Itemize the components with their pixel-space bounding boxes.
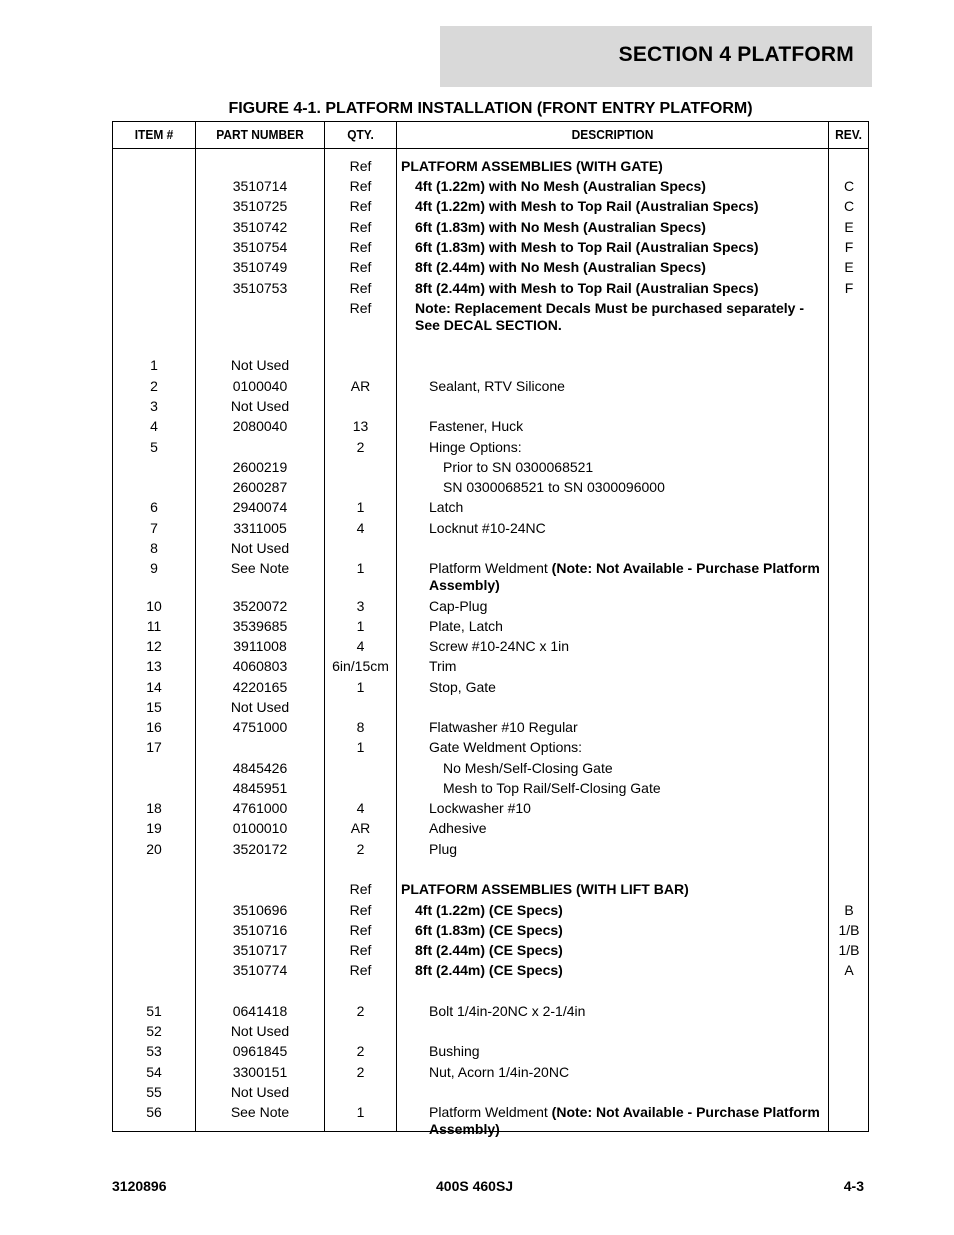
part-number: 0100010 bbox=[232, 820, 288, 836]
quantity: 13 bbox=[352, 418, 369, 434]
part-number: 3510717 bbox=[232, 942, 288, 958]
header-divider bbox=[113, 148, 868, 149]
quantity: 2 bbox=[356, 1003, 365, 1019]
description-text: Stop, Gate bbox=[429, 679, 496, 695]
description-text: SN 0300068521 to SN 0300096000 bbox=[443, 479, 665, 495]
quantity: Ref bbox=[349, 300, 372, 316]
section-title: SECTION 4 PLATFORM bbox=[618, 43, 854, 66]
quantity: 4 bbox=[356, 638, 365, 654]
description bbox=[443, 479, 821, 496]
description-text: 8ft (2.44m) (CE Specs) bbox=[415, 962, 563, 978]
quantity: 1 bbox=[356, 739, 365, 755]
column-divider bbox=[396, 122, 397, 1131]
part-number: 3510725 bbox=[232, 198, 288, 214]
item-number: 52 bbox=[146, 1023, 162, 1039]
revision: E bbox=[844, 259, 854, 275]
description bbox=[429, 598, 821, 615]
part-number: 4845426 bbox=[232, 760, 288, 776]
quantity: Ref bbox=[349, 962, 372, 978]
quantity: Ref bbox=[349, 280, 372, 296]
description bbox=[415, 280, 821, 297]
description-text: Lockwasher #10 bbox=[429, 800, 531, 816]
description-text: PLATFORM ASSEMBLIES (WITH GATE) bbox=[401, 158, 663, 174]
doc-number: 3120896 bbox=[112, 1178, 167, 1194]
header-part-number: PART NUMBER bbox=[216, 127, 304, 142]
header-qty: QTY. bbox=[347, 127, 374, 142]
page-number: 4-3 bbox=[843, 1178, 864, 1194]
description-text: 6ft (1.83m) with No Mesh (Australian Specs) bbox=[415, 219, 706, 235]
item-number: 4 bbox=[150, 418, 158, 434]
description bbox=[429, 1043, 821, 1060]
quantity: Ref bbox=[349, 158, 372, 174]
part-number: 3510742 bbox=[232, 219, 288, 235]
description-note: (Note: Not Available - Purchase Platform Assembly) bbox=[429, 1104, 820, 1137]
part-number: 4220165 bbox=[232, 679, 288, 695]
part-number: 3510696 bbox=[232, 902, 288, 918]
description bbox=[429, 499, 821, 516]
description-text: 6ft (1.83m) with Mesh to Top Rail (Australian Specs) bbox=[415, 239, 759, 255]
description-text: Note: Replacement Decals Must be purchased separately - See DECAL SECTION. bbox=[415, 300, 805, 333]
item-number: 3 bbox=[150, 398, 158, 414]
quantity: 6in/15cm bbox=[332, 658, 389, 674]
quantity: 1 bbox=[356, 618, 365, 634]
description bbox=[415, 178, 821, 195]
description-text: Gate Weldment Options: bbox=[429, 739, 583, 755]
description bbox=[415, 239, 821, 256]
description bbox=[429, 1064, 821, 1081]
description bbox=[429, 1104, 821, 1138]
part-number: Not Used bbox=[230, 357, 290, 373]
description bbox=[415, 962, 821, 979]
description-text: Platform Weldment bbox=[429, 560, 552, 576]
part-number: 2600287 bbox=[232, 479, 288, 495]
quantity: Ref bbox=[349, 922, 372, 938]
quantity: 1 bbox=[356, 1104, 365, 1120]
item-number: 14 bbox=[146, 679, 162, 695]
quantity: AR bbox=[350, 820, 371, 836]
quantity: 2 bbox=[356, 1064, 365, 1080]
part-number: Not Used bbox=[230, 1084, 290, 1100]
description-text: PLATFORM ASSEMBLIES (WITH LIFT BAR) bbox=[401, 881, 689, 897]
part-number: Not Used bbox=[230, 540, 290, 556]
quantity: Ref bbox=[349, 942, 372, 958]
item-number: 1 bbox=[150, 357, 158, 373]
description-text: Locknut #10-24NC bbox=[429, 520, 546, 536]
description bbox=[429, 439, 821, 456]
part-number: 3300151 bbox=[232, 1064, 288, 1080]
column-divider bbox=[828, 122, 829, 1131]
part-number: 3510714 bbox=[232, 178, 288, 194]
description-text: Prior to SN 0300068521 bbox=[443, 459, 594, 475]
description-text: Nut, Acorn 1/4in-20NC bbox=[429, 1064, 570, 1080]
quantity: 2 bbox=[356, 841, 365, 857]
description-text: 4ft (1.22m) with No Mesh (Australian Specs) bbox=[415, 178, 706, 194]
item-number: 55 bbox=[146, 1084, 162, 1100]
description-text: 6ft (1.83m) (CE Specs) bbox=[415, 922, 563, 938]
description-text: Hinge Options: bbox=[429, 439, 522, 455]
description bbox=[415, 902, 821, 919]
description-text: Fastener, Huck bbox=[429, 418, 524, 434]
description-text: Cap-Plug bbox=[429, 598, 488, 614]
revision: B bbox=[844, 902, 854, 918]
quantity: 1 bbox=[356, 499, 365, 515]
item-number: 2 bbox=[150, 378, 158, 394]
part-number: See Note bbox=[230, 560, 290, 576]
description bbox=[415, 198, 821, 215]
part-number: 0641418 bbox=[232, 1003, 288, 1019]
description bbox=[429, 560, 821, 594]
header-rev: REV. bbox=[835, 127, 862, 142]
part-number: 3520072 bbox=[232, 598, 288, 614]
part-number: 3311005 bbox=[233, 520, 287, 536]
part-number: 3510749 bbox=[232, 259, 288, 275]
description bbox=[429, 520, 821, 537]
quantity: Ref bbox=[349, 198, 372, 214]
part-number: 3520172 bbox=[232, 841, 288, 857]
description bbox=[415, 300, 821, 334]
description-text: Screw #10-24NC x 1in bbox=[429, 638, 570, 654]
item-number: 56 bbox=[146, 1104, 162, 1120]
figure-title: FIGURE 4-1. PLATFORM INSTALLATION (FRONT ENTRY PLATFORM) bbox=[228, 100, 753, 117]
item-number: 5 bbox=[150, 439, 158, 455]
description bbox=[429, 679, 821, 696]
description-note: (Note: Not Available - Purchase Platform Assembly) bbox=[429, 560, 820, 593]
description bbox=[415, 259, 821, 276]
description-text: Bolt 1/4in-20NC x 2-1/4in bbox=[429, 1003, 586, 1019]
description bbox=[443, 760, 821, 777]
description bbox=[443, 780, 821, 797]
description bbox=[429, 378, 821, 395]
item-number: 16 bbox=[146, 719, 162, 735]
description bbox=[429, 800, 821, 817]
quantity: Ref bbox=[349, 239, 372, 255]
description bbox=[429, 638, 821, 655]
description bbox=[429, 719, 821, 736]
part-number: 2080040 bbox=[232, 418, 288, 434]
item-number: 53 bbox=[146, 1043, 162, 1059]
item-number: 51 bbox=[146, 1003, 162, 1019]
description bbox=[429, 739, 821, 756]
description-text: 8ft (2.44m) (CE Specs) bbox=[415, 942, 563, 958]
part-number: 3510754 bbox=[232, 239, 288, 255]
revision: 1/B bbox=[838, 922, 860, 938]
part-number: 4761000 bbox=[232, 800, 288, 816]
quantity: 2 bbox=[356, 439, 365, 455]
part-number: Not Used bbox=[230, 1023, 290, 1039]
description-text: 8ft (2.44m) with Mesh to Top Rail (Australian Specs) bbox=[415, 280, 759, 296]
description-text: Sealant, RTV Silicone bbox=[429, 378, 565, 394]
quantity: AR bbox=[350, 378, 371, 394]
part-number: 3539685 bbox=[232, 618, 288, 634]
revision: 1/B bbox=[838, 942, 860, 958]
part-number: 4845951 bbox=[232, 780, 288, 796]
quantity: 3 bbox=[356, 598, 365, 614]
description-text: No Mesh/Self-Closing Gate bbox=[443, 760, 613, 776]
part-number: 4751000 bbox=[232, 719, 288, 735]
part-number: Not Used bbox=[230, 398, 290, 414]
description-text: Latch bbox=[429, 499, 464, 515]
item-number: 13 bbox=[146, 658, 162, 674]
part-number: Not Used bbox=[230, 699, 290, 715]
description bbox=[443, 459, 821, 476]
revision: F bbox=[844, 280, 854, 296]
part-number: 2940074 bbox=[232, 499, 288, 515]
part-number: 3510716 bbox=[232, 922, 288, 938]
quantity: 2 bbox=[356, 1043, 365, 1059]
description bbox=[429, 820, 821, 837]
item-number: 15 bbox=[146, 699, 162, 715]
description-text: Adhesive bbox=[429, 820, 487, 836]
parts-table bbox=[112, 121, 869, 1137]
part-number: 0961845 bbox=[232, 1043, 288, 1059]
item-number: 18 bbox=[146, 800, 162, 816]
header-item: ITEM # bbox=[134, 127, 174, 142]
description bbox=[401, 158, 821, 175]
section-header-box bbox=[440, 26, 872, 87]
description-text: Plate, Latch bbox=[429, 618, 503, 634]
part-number: 3911008 bbox=[233, 638, 287, 654]
description-text: Platform Weldment bbox=[429, 1104, 552, 1120]
description bbox=[429, 418, 821, 435]
item-number: 54 bbox=[146, 1064, 162, 1080]
item-number: 12 bbox=[146, 638, 162, 654]
revision: C bbox=[843, 178, 855, 194]
description bbox=[415, 942, 821, 959]
part-number: 0100040 bbox=[232, 378, 288, 394]
quantity: 4 bbox=[356, 520, 365, 536]
quantity: Ref bbox=[349, 902, 372, 918]
quantity: Ref bbox=[349, 178, 372, 194]
item-number: 9 bbox=[150, 560, 158, 576]
description-text: 4ft (1.22m) with Mesh to Top Rail (Australian Specs) bbox=[415, 198, 759, 214]
item-number: 6 bbox=[150, 499, 158, 515]
item-number: 19 bbox=[146, 820, 162, 836]
revision: C bbox=[843, 198, 855, 214]
model-name: 400S 460SJ bbox=[436, 1178, 514, 1194]
item-number: 8 bbox=[150, 540, 158, 556]
description-text: Plug bbox=[429, 841, 458, 857]
quantity: Ref bbox=[349, 881, 372, 897]
description-text: Mesh to Top Rail/Self-Closing Gate bbox=[443, 780, 661, 796]
revision: E bbox=[844, 219, 854, 235]
revision: A bbox=[844, 962, 854, 978]
description-text: Flatwasher #10 Regular bbox=[429, 719, 578, 735]
item-number: 7 bbox=[150, 520, 158, 536]
description bbox=[429, 618, 821, 635]
description bbox=[429, 1003, 821, 1020]
description bbox=[429, 841, 821, 858]
description-text: Bushing bbox=[429, 1043, 480, 1059]
quantity: Ref bbox=[349, 259, 372, 275]
part-number: 3510774 bbox=[232, 962, 288, 978]
item-number: 17 bbox=[146, 739, 162, 755]
quantity: 1 bbox=[356, 560, 365, 576]
description bbox=[429, 658, 821, 675]
part-number: 3510753 bbox=[232, 280, 288, 296]
item-number: 20 bbox=[146, 841, 162, 857]
description-text: 4ft (1.22m) (CE Specs) bbox=[415, 902, 563, 918]
item-number: 11 bbox=[146, 618, 162, 634]
quantity: 4 bbox=[356, 800, 365, 816]
part-number: 2600219 bbox=[232, 459, 288, 475]
description bbox=[415, 922, 821, 939]
quantity: 1 bbox=[356, 679, 365, 695]
description-text: Trim bbox=[429, 658, 457, 674]
description bbox=[415, 219, 821, 236]
part-number: See Note bbox=[230, 1104, 290, 1120]
revision: F bbox=[844, 239, 854, 255]
part-number: 4060803 bbox=[232, 658, 288, 674]
header-description: DESCRIPTION bbox=[571, 127, 654, 142]
description-text: 8ft (2.44m) with No Mesh (Australian Specs) bbox=[415, 259, 706, 275]
quantity: Ref bbox=[349, 219, 372, 235]
item-number: 10 bbox=[146, 598, 162, 614]
quantity: 8 bbox=[356, 719, 365, 735]
description bbox=[401, 881, 821, 898]
